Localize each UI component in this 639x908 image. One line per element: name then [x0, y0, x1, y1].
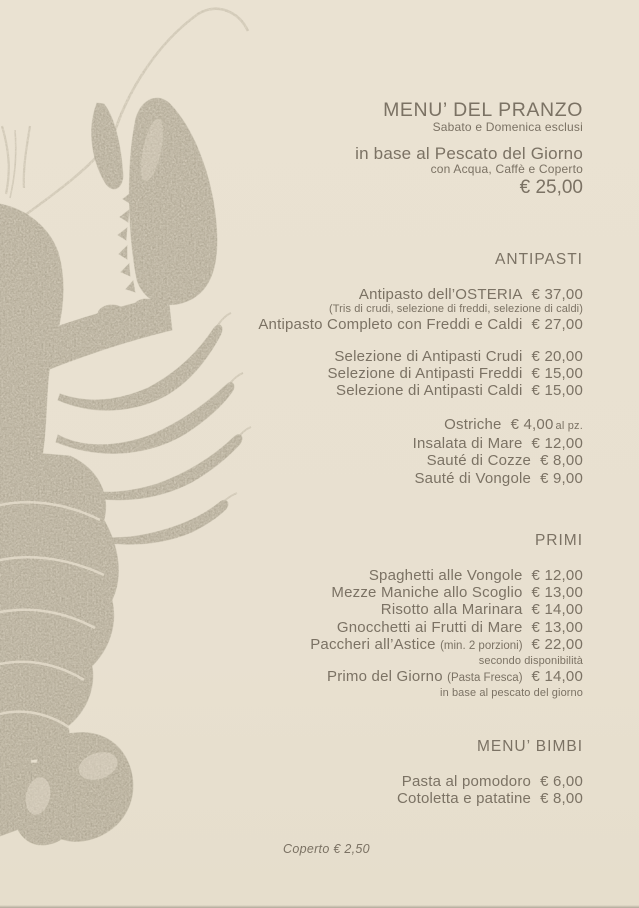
menu-item	[258, 316, 583, 333]
item-name-note: (min. 2 porzioni)	[440, 639, 523, 652]
menu-item	[258, 286, 583, 303]
menu-item	[327, 365, 583, 382]
section-heading-bimbi: MENU’ BIMBI	[476, 738, 583, 755]
section-heading-primi: PRIMI	[534, 532, 583, 549]
item-note: secondo disponibilità	[478, 655, 583, 668]
primi-group	[310, 567, 583, 700]
page-title: MENU’ DEL PRANZO	[383, 99, 583, 121]
item-name: Mezze Maniche allo Scoglio	[331, 584, 523, 602]
menu-item	[413, 470, 583, 487]
item-name: Gnocchetti ai Frutti di Mare	[336, 618, 523, 636]
antipasti-singles-group	[413, 416, 583, 487]
item-name: Spaghetti alle Vongole	[368, 567, 523, 584]
item-name: Selezione di Antipasti Caldi	[336, 382, 523, 400]
item-price: € 4,00	[510, 416, 554, 433]
item-name: Insalata di Mare	[412, 435, 523, 453]
header-subtitle: Sabato e Domenica esclusi	[432, 120, 583, 134]
item-name: Antipasto Completo con Freddi e Caldi	[258, 316, 523, 334]
menu-header	[355, 100, 583, 198]
menu-item	[310, 584, 583, 601]
menu-item	[397, 773, 583, 790]
item-name: Sauté di Cozze	[426, 452, 532, 470]
item-name: Risotto alla Marinara	[380, 601, 523, 619]
item-name: Sauté di Vongole	[414, 469, 532, 487]
item-price: € 12,00	[531, 567, 583, 584]
item-price: € 22,00	[531, 635, 583, 653]
item-name: Selezione di Antipasti Freddi	[327, 365, 523, 383]
menu-item	[413, 452, 583, 469]
item-price: € 12,00	[531, 435, 583, 453]
item-price: € 14,00	[531, 668, 583, 686]
menu-item	[310, 668, 583, 687]
antipasti-selections-group	[327, 348, 583, 400]
menu-item	[327, 382, 583, 399]
menu-item	[310, 636, 583, 655]
item-price: € 14,00	[531, 601, 583, 619]
header-includes: con Acqua, Caffè e Coperto	[430, 162, 583, 176]
lunch-menu-price: € 25,00	[519, 176, 583, 198]
item-price: € 27,00	[531, 316, 583, 334]
menu-item	[413, 435, 583, 452]
bimbi-group	[397, 773, 583, 807]
section-heading-antipasti: ANTIPASTI	[495, 251, 583, 268]
item-price: € 15,00	[531, 382, 583, 400]
item-price: € 6,00	[540, 773, 583, 790]
item-name: Selezione di Antipasti Crudi	[334, 348, 523, 365]
menu-item	[310, 601, 583, 618]
item-name: Pasta al pomodoro	[401, 773, 532, 790]
item-price: € 20,00	[531, 348, 583, 365]
antipasti-featured-group	[258, 286, 583, 333]
item-name-note: (Pasta Fresca)	[447, 672, 523, 685]
item-name: Primo del Giorno	[327, 668, 443, 686]
item-price: € 13,00	[531, 584, 583, 602]
item-price: € 8,00	[540, 790, 583, 808]
menu-item	[413, 416, 583, 435]
item-price: € 9,00	[540, 469, 583, 487]
menu-item	[327, 348, 583, 365]
item-name: Cotoletta e patatine	[397, 790, 532, 808]
item-name: Paccheri all’Astice	[310, 635, 436, 653]
item-price: € 8,00	[540, 452, 583, 470]
menu-item	[310, 619, 583, 636]
item-price: € 15,00	[531, 365, 583, 383]
item-name: Antipasto dell’OSTERIA	[358, 286, 523, 303]
lobster-illustration	[0, 0, 260, 908]
item-name: Ostriche	[444, 416, 502, 433]
header-description: in base al Pescato del Giorno	[355, 144, 583, 163]
item-note: in base al pescato del giorno	[440, 687, 583, 700]
menu-item	[310, 567, 583, 584]
item-price: € 37,00	[531, 286, 583, 303]
item-note: (Tris di crudi, selezione di freddi, selezione di caldi)	[328, 303, 583, 316]
menu-item	[397, 790, 583, 807]
cover-charge-note: Coperto € 2,50	[283, 842, 370, 856]
item-price-note: al pz.	[555, 420, 583, 432]
item-price: € 13,00	[531, 618, 583, 636]
